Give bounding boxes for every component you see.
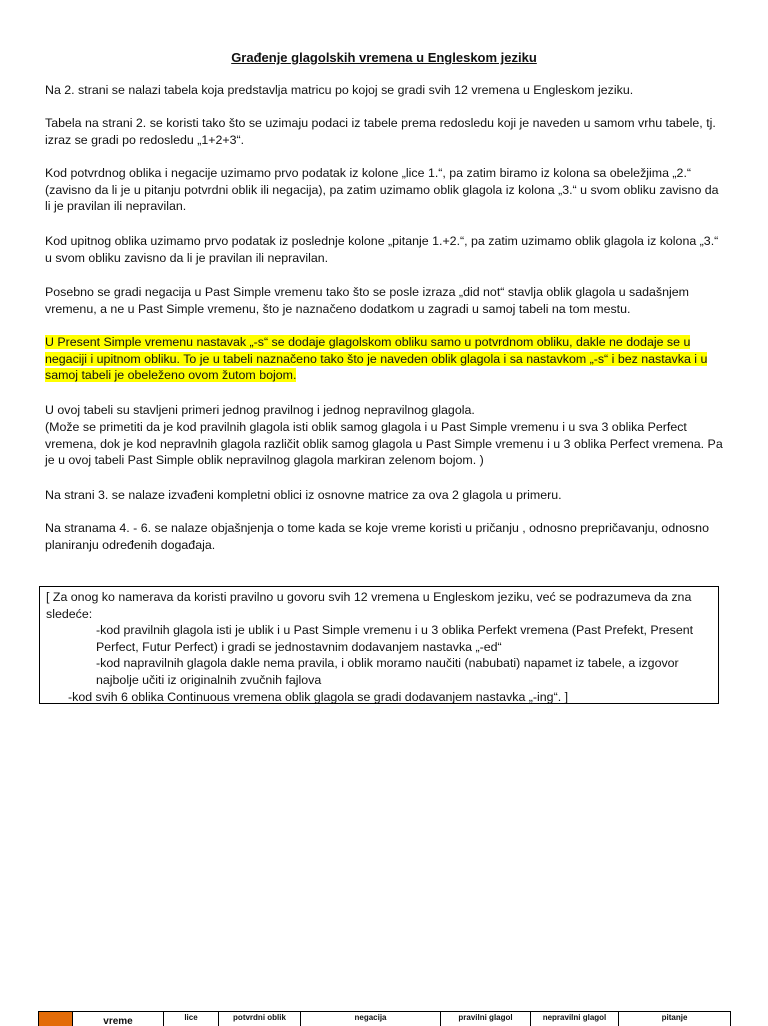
note-item-continuous: -kod svih 6 oblika Continuous vremena oblik glagola se gradi dodavanjem nastavka „-ing“. ] [68,689,569,704]
header-pitanje: pitanje [619,1012,731,1026]
document-title: Građenje glagolskih vremena u Engleskom jeziku [231,50,537,65]
header-negacija: negacija [301,1012,441,1026]
header-vreme: vreme [73,1012,164,1026]
note-item-irregular-verbs: -kod napravilnih glagola dakle nema pravila, i oblik moramo naučiti (nabubati) napamet iz tabele, a izgovor najbolje učiti iz originalnih zvučnih fajlova [96,656,679,687]
prerequisite-note-box [39,586,719,704]
paragraph-10: Na stranama 4. - 6. se nalaze objašnjenja o tome kada se koje vreme koristi u pričanju , odnosno prepričavanju, odnosno planiranju određenih događaja. [45,521,709,552]
paragraph-9: Na strani 3. se nalaze izvađeni kompletni oblici iz osnovne matrice za ova 2 glagola u primeru. [45,488,562,502]
note-intro: [ Za onog ko namerava da koristi pravilno u govoru svih 12 vremena u Engleskom jeziku, već se podrazumeva da zna sledeće: [46,590,692,621]
header-potvrdni-oblik: potvrdni oblik [219,1012,301,1026]
paragraph-5: Posebno se gradi negacija u Past Simple vremenu tako što se posle izraza „did not“ stavlja oblik glagola u sadašnjem vremenu, a ne u Past Simple vremenu, što je naznačeno dodatkom u zagradi u samoj tabeli na tom mestu. [45,285,689,316]
paragraph-8: (Može se primetiti da je kod pravilnih glagola isti oblik samog glagola i u Past Simple vremenu i u sva 3 oblika Perfect vremena, dok je kod nepravlnih glagola različit oblik samog glagola u Past Simple vremenu i u 3 oblika Perfect vremena. Pa je u ovoj tabeli Past Simple oblik nepravilnog glagola markiran zelenom bojom. ) [45,420,723,468]
paragraph-7: U ovoj tabeli su stavljeni primeri jednog pravilnog i jednog nepravilnog glagola. [45,403,475,417]
paragraph-1: Na 2. strani se nalazi tabela koja predstavlja matricu po kojoj se gradi svih 12 vremena u Engleskom jeziku. [45,83,634,97]
paragraph-6-highlighted [45,334,725,384]
note-item-regular-verbs: -kod pravilnih glagola isti je ublik i u Past Simple vremenu i u 3 oblika Perfekt vremena (Past Prefekt, Present Perfect, Futur Perfect) i gradi se jednostavnim dodavanjem nastavka „-ed“ [96,623,694,654]
paragraph-3: Kod potvrdnog oblika i negacije uzimamo prvo podatak iz kolone „lice 1.“, pa zatim biramo iz kolona sa obeležjima „2.“ (zavisno da li je u pitanju potvrdni oblik ili negacija), pa zatim uzimamo oblik glagola iz kolona „3.“ u svom obliku zavisno da li je pravilan ili nepravilan. [45,166,719,214]
header-pravilni-glagol: pravilni glagol [441,1012,531,1026]
header-lice: lice [164,1012,219,1026]
header-nepravilni-glagol: nepravilni glagol [531,1012,619,1026]
paragraph-4: Kod upitnog oblika uzimamo prvo podatak iz poslednje kolone „pitanje 1.+2.“, pa zatim uzimamo oblik glagola iz kolona „3.“ u svom obliku zavisno da li je pravilan ili nepravilan. [45,234,719,265]
yellow-highlight-text: U Present Simple vremenu nastavak „-s“ se dodaje glagolskom obliku samo u potvrdnom obliku, dakle ne dodaje se u negaciji i upitnom obliku. To je u tabeli naznačeno tako što je naveden oblik glagola i sa nastavkom „-s“ i bez nastavka i u samoj tabeli je obeleženo ovom žutom bojom. [45,335,708,383]
paragraph-2: Tabela na strani 2. se koristi tako što se uzimaju podaci iz tabele prema redosledu koji je naveden u samom vrhu tabele, tj. izraz se gradi po redosledu „1+2+3“. [45,116,716,147]
